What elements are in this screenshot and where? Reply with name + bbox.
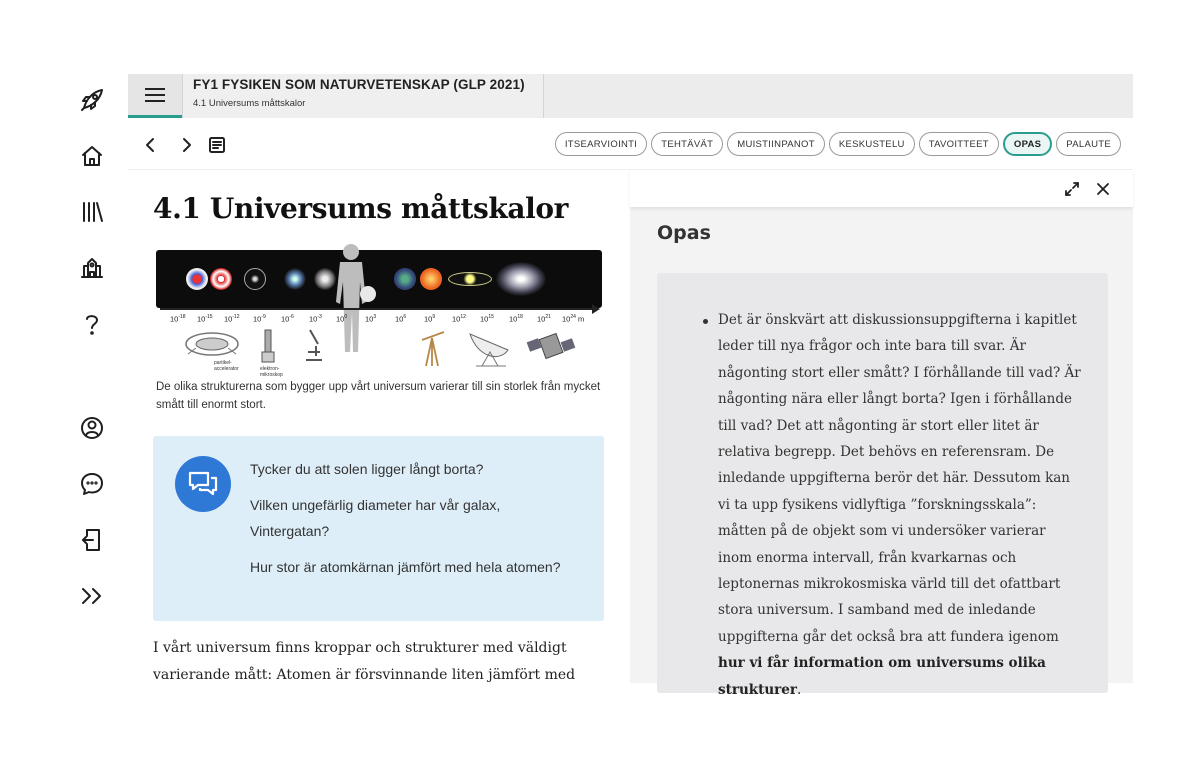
chevron-right-icon [177, 136, 195, 154]
tick-label: $10^3$ [365, 314, 377, 324]
home-icon[interactable] [74, 138, 110, 174]
radio-telescope-sketch [466, 328, 512, 368]
tick-label: $10^{18}$ [509, 314, 523, 324]
maximize-panel-button[interactable] [1062, 179, 1082, 199]
expand-arrows-icon [1064, 181, 1080, 197]
tick-label: $10^{12}$ [452, 314, 466, 324]
toolbar [128, 118, 1133, 170]
discussion-questions [250, 456, 580, 589]
chevron-left-icon [142, 136, 160, 154]
next-page-button[interactable] [175, 134, 197, 156]
tick-label: $10^{21}$ [537, 314, 551, 324]
tick-label: $10^0$ [336, 314, 348, 324]
bullet-dot [703, 319, 708, 324]
reader-window [128, 74, 1133, 698]
table-of-contents-button[interactable] [206, 134, 228, 156]
expand-icon[interactable] [74, 578, 110, 614]
scale-ticks [170, 314, 610, 326]
discussion-icon [175, 456, 231, 512]
tick-label: $10^{-15}$ [197, 314, 213, 324]
help-icon[interactable] [74, 306, 110, 342]
scale-figure [156, 250, 602, 378]
library-icon[interactable] [74, 194, 110, 230]
electron-microscope-label: elektron- mikroskop [260, 366, 283, 378]
atom-image [244, 268, 266, 290]
chat-icon[interactable] [74, 466, 110, 502]
tick-label: $10^{15}$ [480, 314, 494, 324]
solar-system-image [448, 272, 492, 286]
telescope-sketch [418, 328, 448, 368]
logout-icon[interactable] [74, 522, 110, 558]
tab-itsearviointi[interactable]: ITSEARVIOINTI [555, 132, 647, 156]
top-bar [128, 74, 1133, 118]
tab-tavoitteet[interactable]: TAVOITTEET [919, 132, 999, 156]
human-silhouette [332, 242, 378, 360]
microscope-sketch [300, 328, 326, 362]
body-paragraph: I vårt universum finns kroppar och strukturer med väldigt varierande mått: Atomen är försvinnande liten jämfört med [153, 640, 576, 683]
tab-opas[interactable]: OPAS [1003, 132, 1052, 156]
chapter-title: 4.1 Universums måttskalor [193, 98, 306, 109]
earth-image [394, 268, 416, 290]
quark-image [186, 268, 208, 290]
tick-label: $10^{-12}$ [224, 314, 240, 324]
hamburger-icon [144, 87, 166, 103]
tab-keskustelu[interactable]: KESKUSTELU [829, 132, 915, 156]
tick-label: $10^{-9}$ [253, 314, 266, 324]
scale-axis-arrow [592, 304, 600, 314]
tab-bar [555, 132, 1121, 156]
tick-label: $10^{-6}$ [281, 314, 294, 324]
rocket-icon[interactable] [74, 82, 110, 118]
discussion-box [153, 436, 604, 621]
tick-label: $10^{24}$ m [562, 314, 585, 324]
guide-text-bold: hur vi får information om universums olika strukturer [718, 655, 1046, 698]
close-panel-button[interactable] [1093, 179, 1113, 199]
document-list-icon [208, 136, 226, 154]
tab-palaute[interactable]: PALAUTE [1056, 132, 1121, 156]
tab-tehtavat[interactable]: TEHTÄVÄT [651, 132, 723, 156]
scale-axis [160, 308, 594, 310]
question-item: Vilken ungefärlig diameter har vår galax, Vintergatan? [250, 496, 501, 539]
question-item: Hur stor är atomkärnan jämfört med hela atomen? [250, 558, 561, 575]
previous-page-button[interactable] [140, 134, 162, 156]
figure-caption: De olika strukturerna som bygger upp vårt universum varierar till sin storlek från mycket smått till enormt stort. [156, 381, 601, 411]
tick-label: $10^{-3}$ [309, 314, 322, 324]
panel-header [630, 170, 1133, 207]
course-title: FY1 FYSIKEN SOM NATURVETENSKAP (GLP 2021) [193, 77, 525, 92]
tick-label: $10^{-18}$ [170, 314, 186, 324]
title-block [182, 74, 544, 118]
question-item: Tycker du att solen ligger långt borta? [250, 461, 484, 477]
nucleus-image [210, 268, 232, 290]
electron-microscope-sketch [260, 328, 276, 366]
guide-panel [630, 170, 1133, 698]
tab-muistiinpanot[interactable]: MUISTIINPANOT [727, 132, 825, 156]
space-telescope-sketch [526, 328, 576, 362]
page-title: 4.1 Universums måttskalor [153, 192, 568, 225]
virus-image [284, 268, 306, 290]
tick-label: $10^6$ [395, 314, 407, 324]
left-rail [60, 74, 124, 634]
tick-label: $10^9$ [424, 314, 436, 324]
close-icon [1095, 181, 1111, 197]
galaxy-image [496, 262, 546, 296]
guide-text: Det är önskvärt att diskussionsuppgifterna i kapitlet leder till nya frågor och inte bara till svar. Är någonting stort eller smått? I förhållande till vad? Är någonting nära eller långt borta? Igen i förhållande till vad? Det att någonting är stort eller litet är relativa begrepp. Det behövs en referensram. De inledande uppgifterna berör det här. Dessutom kan vi ta upp fysikens vidlyftiga ”forskningsskala”: måtten på de objekt som vi undersöker varierar inom enorma intervall, från kvarkarnas och leptonernas mikrokosmiska värld till det ofattbart stora universum. I samband med de inledande uppgifterna går det också bra att fundera igenom hur vi får information om universums olika strukturer. [718, 312, 1081, 698]
scale-strip [156, 250, 602, 308]
accelerator-sketch [182, 328, 242, 364]
menu-button[interactable] [128, 74, 182, 118]
school-icon[interactable] [74, 250, 110, 286]
sun-image [420, 268, 442, 290]
accelerator-label: partikel- accelerator [214, 360, 239, 372]
main-content [128, 170, 630, 683]
panel-title: Opas [657, 222, 711, 244]
guide-card [657, 273, 1108, 698]
profile-icon[interactable] [74, 410, 110, 446]
